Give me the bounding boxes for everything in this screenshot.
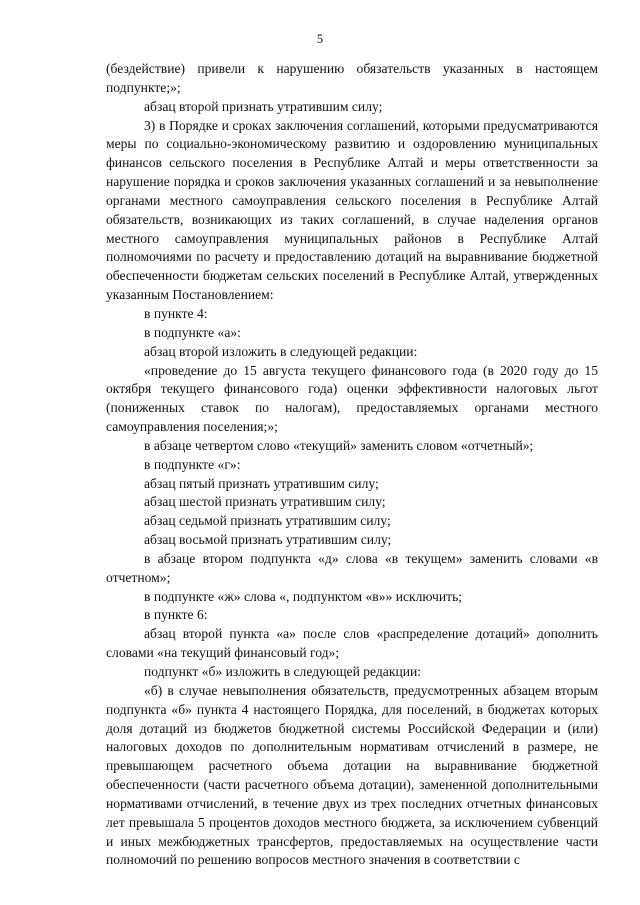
- paragraph-abzac-izlozhit: абзац второй изложить в следующей редакции:: [144, 343, 418, 359]
- page-number: 5: [316, 32, 324, 46]
- paragraph-abzac-sedmoy: абзац седьмой признать утратившим силу;: [144, 513, 391, 529]
- paragraph-quote-provedenie: «проведение до 15 августа текущего финансового года (в 2020 году до 15 октября текущего финансового года) оценки эффективности налоговых льгот (пониженных ставок по налогам), предоставляемых органами местного самоуправления поселения;»;: [106, 362, 598, 435]
- paragraph-podpunkt-g: в подпункте «г»:: [144, 456, 241, 472]
- paragraph-podpunkt-a: в подпункте «а»:: [144, 324, 241, 340]
- paragraph-podpunkt-zh: в подпункте «ж» слова «, подпунктом «в»» исключить;: [144, 588, 463, 604]
- paragraph-podpunkt-b: подпункт «б» изложить в следующей редакции:: [144, 664, 422, 679]
- paragraph-podpunkt-d: в абзаце втором подпункта «д» слова «в текущем» заменить словами «в отчетном»;: [106, 550, 598, 585]
- paragraph-v-punkte-4: в пункте 4:: [144, 305, 208, 321]
- paragraph-abzac-pyatyy: абзац пятый признать утратившим силу;: [144, 475, 379, 491]
- paragraph-abzac-vosmoy: абзац восьмой признать утратившим силу;: [144, 532, 392, 548]
- paragraph-item-3: 3) в Порядке и сроках заключения соглашений, которыми предусматриваются меры по социально-экономическому развитию и оздоровлению муниципальных финансов сельского поселения в Республике Алтай и меры ответственности за нарушение порядка и сроков заключения указанных соглашений и за невыполнение органами местного самоуправления сельского поселения в Республике Алтай обязательств, возникающих из таких соглашений, в случае наделения органов местного самоуправления муниципальных районов в Республике Алтай полномочиями по расчету и предоставлению дотаций на выравнивание бюджетной обеспеченности бюджетам сельских поселений в Республике Алтай, утвержденных указанным Постановлением:: [106, 117, 598, 303]
- paragraph-abzac-shestoy: абзац шестой признать утратившим силу;: [144, 494, 386, 510]
- paragraph-continuation: (бездействие) привели к нарушению обязательств указанных в настоящем подпункте;»;: [106, 61, 598, 95]
- document-body: [106, 60, 598, 870]
- paragraph-quote-b: «б) в случае невыполнения обязательств, предусмотренных абзацем вторым подпункта «б» пункта 4 настоящего Порядка, для поселений, в бюджетах которых доля дотаций из бюджетов бюджетной системы Российской Федерации и (или) налоговых доходов по дополнительным нормативам отчислений в размере, не превышающем расчетного объема дотации на выравнивание бюджетной обеспеченности (части расчетного объема дотации), замененной дополнительными нормативами отчислений, в течение двух из трех последних отчетных финансовых лет превышала 5 процентов доходов местного бюджета, за исключением субвенций и иных межбюджетных трансфертов, предоставляемых на осуществление части полномочий по решению вопросов местного значения в соответствии с: [106, 682, 598, 868]
- paragraph-abzac-vtoroy: абзац второй признать утратившим силу;: [144, 98, 383, 114]
- paragraph-abzac-chetvertyy: в абзаце четвертом слово «текущий» заменить словом «отчетный»;: [144, 437, 534, 453]
- paragraph-v-punkte-6: в пункте 6:: [144, 607, 208, 623]
- paragraph-punkt-a-dopolnit: абзац второй пункта «а» после слов «распределение дотаций» дополнить словами «на текущий финансовый год»;: [106, 626, 598, 661]
